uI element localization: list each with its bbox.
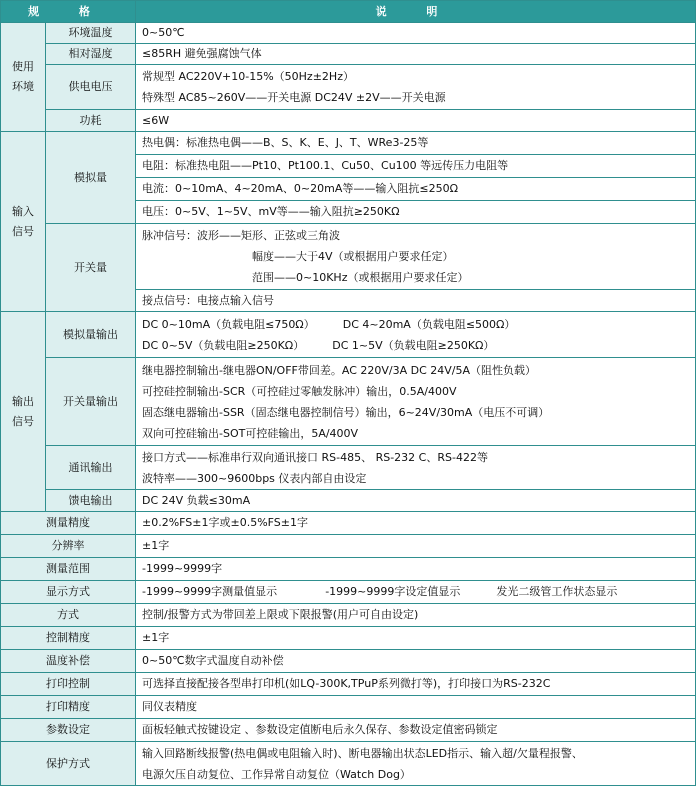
row-label: 保护方式 — [1, 742, 136, 786]
row-label: 方式 — [1, 604, 136, 627]
table-row — [1, 446, 696, 490]
display-part: -1999~9999字设定值显示 — [325, 585, 461, 598]
row-value: -1999~9999字 — [136, 558, 696, 581]
table-row — [1, 44, 696, 65]
line-part: DC 0~5V（负载电阻≥250KΩ） — [142, 338, 305, 352]
row-label: 参数设定 — [1, 719, 136, 742]
line-part: DC 0~10mA（负载电阻≤750Ω） — [142, 317, 315, 331]
row-label: 功耗 — [46, 110, 136, 132]
row-value: ±1字 — [136, 627, 696, 650]
table-row — [1, 358, 696, 446]
table-row — [1, 696, 696, 719]
line: 接口方式——标准串行双向通讯接口 RS-485、 RS-232 C、RS-422等 — [142, 450, 488, 464]
input-analog-label: 模拟量 — [46, 132, 136, 224]
row-value: 热电偶：标准热电偶——B、S、K、E、J、T、WRe3-25等 — [136, 132, 696, 155]
line: 电源欠压自动复位、工作异常自动复位（Watch Dog） — [142, 767, 411, 781]
table-row — [1, 23, 696, 44]
row-label: 测量精度 — [1, 512, 136, 535]
table-row — [1, 312, 696, 358]
display-part: 发光二级管工作状态显示 — [496, 585, 618, 598]
row-value: 电流：0~10mA、4~20mA、0~20mA等——输入阻抗≤250Ω — [136, 178, 696, 201]
output-feed-label: 馈电输出 — [46, 490, 136, 512]
row-value: 可选择直接配接各型串打印机(如LQ-300K,TPuP系列微打等)，打印接口为RS-232C — [136, 673, 696, 696]
category-input-label: 输入信号 — [12, 204, 34, 238]
row-value: ±1字 — [136, 535, 696, 558]
row-value — [136, 224, 696, 290]
output-analog-label: 模拟量输出 — [46, 312, 136, 358]
table-row — [1, 224, 696, 290]
table-row — [1, 627, 696, 650]
table-row — [1, 742, 696, 786]
row-value: ±0.2%FS±1字或±0.5%FS±1字 — [136, 512, 696, 535]
table-row — [1, 673, 696, 696]
category-input — [1, 132, 46, 312]
table-row — [1, 132, 696, 155]
category-usage — [1, 23, 46, 132]
header-spec: 规 格 — [1, 1, 136, 23]
table-row — [1, 650, 696, 673]
table-row — [1, 719, 696, 742]
input-switch-label: 开关量 — [46, 224, 136, 312]
row-value: 接点信号：电接点输入信号 — [136, 290, 696, 312]
table-row — [1, 604, 696, 627]
row-label: 相对湿度 — [46, 44, 136, 65]
table-row — [1, 65, 696, 110]
row-value: ≤85RH 避免强腐蚀气体 — [136, 44, 696, 65]
line: 波特率——300~9600bps 仪表内部自由设定 — [142, 471, 367, 485]
row-value: 同仪表精度 — [136, 696, 696, 719]
row-value: 0~50℃数字式温度自动补偿 — [136, 650, 696, 673]
line: 脉冲信号：波形——矩形、正弦或三角波 — [142, 229, 340, 242]
output-switch-label: 开关量输出 — [46, 358, 136, 446]
row-value: 电阻：标准热电阻——Pt10、Pt100.1、Cu50、Cu100 等远传压力电阻等 — [136, 155, 696, 178]
table-row — [1, 535, 696, 558]
row-value: 电压：0~5V、1~5V、mV等——输入阻抗≥250KΩ — [136, 201, 696, 224]
row-label: 打印精度 — [1, 696, 136, 719]
line: 特殊型 AC85~260V——开关电源 DC24V ±2V——开关电源 — [142, 91, 446, 104]
table-header — [1, 1, 696, 23]
line: 输入回路断线报警(热电偶或电阻输入时)、断电器输出状态LED指示、输入超/欠量程报警、 — [142, 746, 583, 760]
table-row — [1, 581, 696, 604]
row-value — [136, 312, 696, 358]
row-value — [136, 446, 696, 490]
row-label: 分辨率 — [1, 535, 136, 558]
line: 双向可控硅输出-SOT可控硅输出，5A/400V — [142, 426, 359, 440]
row-label: 显示方式 — [1, 581, 136, 604]
line-part: DC 4~20mA（负载电阻≤500Ω） — [342, 317, 516, 331]
table-row — [1, 558, 696, 581]
row-label: 打印控制 — [1, 673, 136, 696]
line: 可控硅控制输出-SCR（可控硅过零触发脉冲）输出，0.5A/400V — [142, 384, 457, 398]
row-value: 控制/报警方式为带回差上限或下限报警(用户可自由设定) — [136, 604, 696, 627]
line: 范围——0~10KHz（或根据用户要求任定） — [252, 271, 469, 284]
line — [142, 314, 695, 335]
row-value — [136, 742, 696, 786]
row-value: DC 24V 负载≤30mA — [136, 490, 696, 512]
row-label: 环境温度 — [46, 23, 136, 44]
row-label: 供电电压 — [46, 65, 136, 110]
row-value — [136, 581, 696, 604]
output-comm-label: 通讯输出 — [46, 446, 136, 490]
row-value — [136, 65, 696, 110]
header-description: 说 明 — [136, 1, 696, 23]
display-part: -1999~9999字测量值显示 — [142, 585, 278, 598]
category-output-label: 输出信号 — [12, 394, 34, 428]
row-value: 0~50℃ — [136, 23, 696, 44]
table-row — [1, 512, 696, 535]
row-label: 测量范围 — [1, 558, 136, 581]
row-label: 温度补偿 — [1, 650, 136, 673]
line — [142, 335, 695, 356]
line: 幅度——大于4V（或根据用户要求任定） — [252, 250, 454, 263]
row-value: 面板轻触式按键设定 、参数设定值断电后永久保存、参数设定值密码锁定 — [136, 719, 696, 742]
table-row — [1, 490, 696, 512]
line-part: DC 1~5V（负载电阻≥250KΩ） — [332, 338, 495, 352]
line: 继电器控制输出-继电器ON/OFF带回差。AC 220V/3A DC 24V/5A（阻性负载） — [142, 363, 537, 377]
row-value: ≤6W — [136, 110, 696, 132]
table-row — [1, 110, 696, 132]
line: 固态继电器输出-SSR（固态继电器控制信号）输出，6~24V/30mA（电压不可调） — [142, 405, 550, 419]
category-usage-label: 使用环境 — [12, 60, 34, 93]
row-label: 控制精度 — [1, 627, 136, 650]
line: 常规型 AC220V+10-15%（50Hz±2Hz） — [142, 70, 354, 83]
category-output — [1, 312, 46, 512]
row-value — [136, 358, 696, 446]
